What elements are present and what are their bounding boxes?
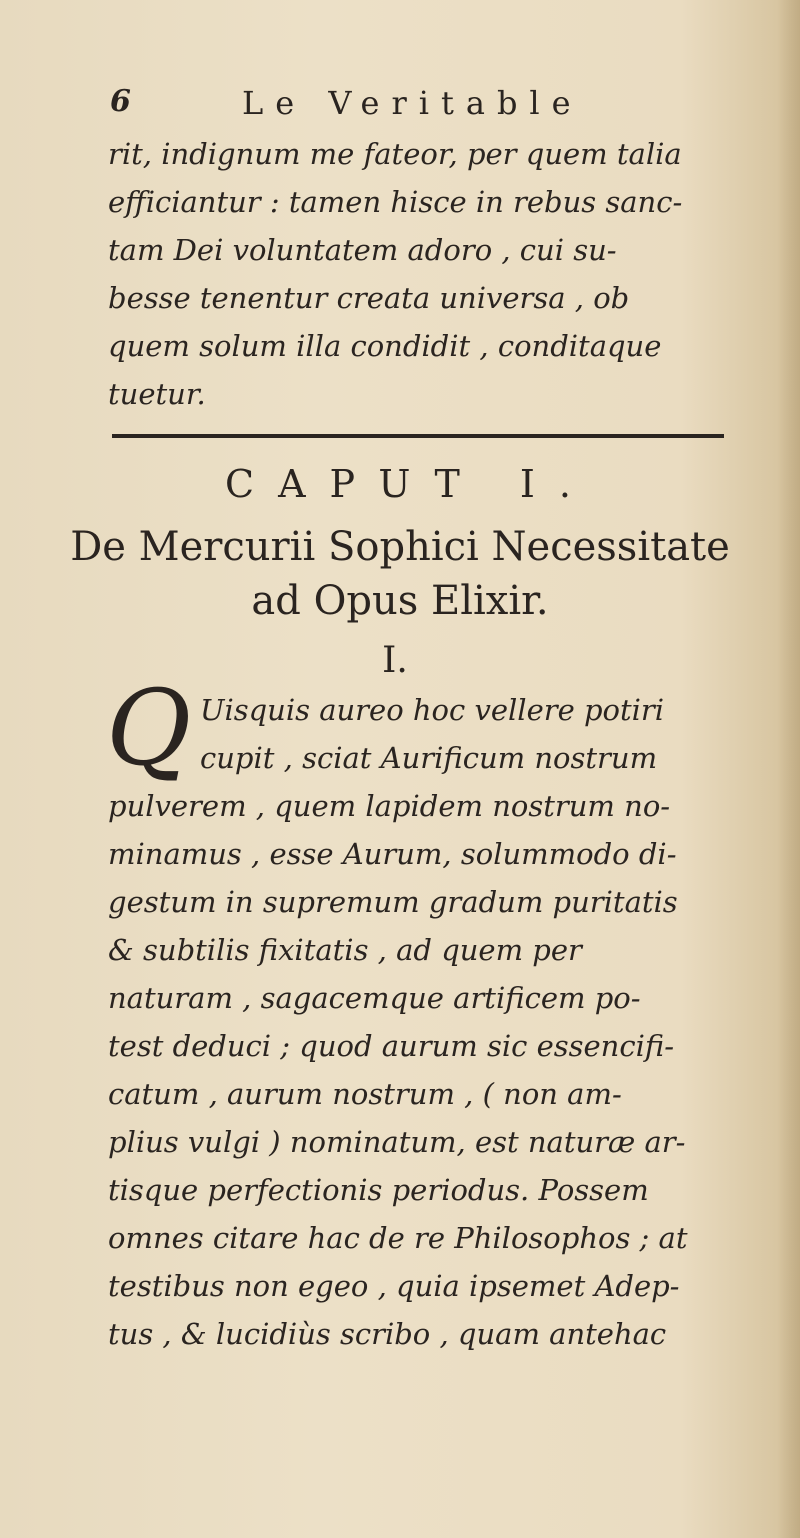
section-numeral: I.: [382, 640, 408, 681]
text-line: tisque perfectionis periodus. Possem: [108, 1173, 649, 1207]
text-line: test deduci ; quod aurum sic essencifi-: [108, 1029, 675, 1063]
page-edge-shadow: [778, 0, 800, 1538]
text-line: testibus non egeo , quia ipsemet Adep-: [108, 1269, 680, 1303]
page-header: [110, 84, 730, 128]
text-line: plius vulgi ) nominatum, est naturæ ar-: [108, 1125, 686, 1159]
body-paragraph: [108, 782, 756, 1358]
text-line: tam Dei voluntatem adoro , cui su-: [108, 233, 617, 267]
text-line: cupit , sciat Aurificum nostrum: [200, 741, 658, 775]
text-line: gestum in supremum gradum puritatis: [108, 885, 678, 919]
text-line: pulverem , quem lapidem nostrum no-: [108, 789, 671, 823]
page-number: 6: [110, 84, 131, 119]
text-line: naturam , sagacemque artificem po-: [108, 981, 641, 1015]
running-title: Le Veritable: [242, 84, 583, 122]
section-rule: [112, 434, 724, 438]
text-line: & subtilis fixitatis , ad quem per: [108, 933, 582, 967]
chapter-title-line-1: De Mercurii Sophici Necessitate: [70, 524, 730, 570]
text-line: besse tenentur creata universa , ob: [108, 281, 630, 315]
text-line: tus , & lucidiùs scribo , quam antehac: [108, 1317, 667, 1351]
text-line: omnes citare hac de re Philosophos ; at: [108, 1221, 688, 1255]
text-line: tuetur.: [108, 377, 206, 411]
text-line: rit, indignum me fateor, per quem talia: [108, 137, 682, 171]
drop-cap: Q: [106, 667, 192, 789]
intro-paragraph: [108, 130, 756, 418]
text-line: quem solum illa condidit , conditaque: [108, 329, 662, 363]
body-first-lines: [200, 686, 760, 782]
text-line: efficiantur : tamen hisce in rebus sanc-: [108, 185, 683, 219]
text-line: minamus , esse Aurum, solummodo di-: [108, 837, 677, 871]
text-line: catum , aurum nostrum , ( non am-: [108, 1077, 622, 1111]
text-line: Uisquis aureo hoc vellere potiri: [200, 693, 665, 727]
chapter-title-line-2: ad Opus Elixir.: [251, 578, 549, 624]
chapter-heading: CAPUT I.: [225, 462, 595, 506]
